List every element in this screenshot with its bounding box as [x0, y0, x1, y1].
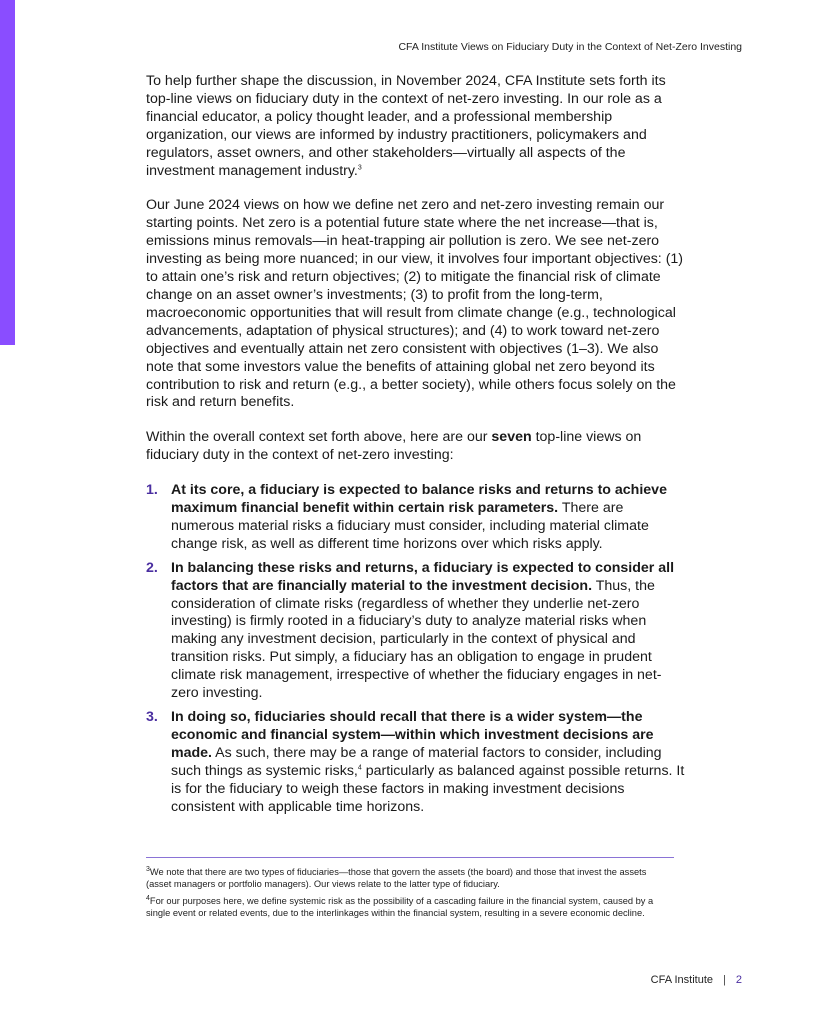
views-intro-paragraph — [146, 429, 686, 465]
view-headline: At its core, a fiduciary is expected to balance risks and returns to achieve maximum financial benefit within certain risk parameters. — [171, 482, 667, 517]
intro-paragraph — [146, 73, 686, 180]
footnote-mark: 3 — [146, 865, 150, 873]
views-count: seven — [491, 429, 532, 446]
footer-separator: | — [723, 974, 726, 986]
accent-bar — [0, 0, 15, 345]
view-headline: In doing so, fiduciaries should recall that there is a wider system—the economic and financial system—within which investment decisions are made. — [171, 709, 654, 761]
footnote-3 — [146, 866, 674, 890]
page-footer — [651, 974, 742, 986]
footer-org: CFA Institute — [650, 974, 714, 986]
views-intro-text-start: Within the overall context set forth above, here are our — [146, 429, 492, 446]
view-number: 3. — [146, 709, 158, 725]
footnote-ref-3[interactable]: 3 — [357, 163, 362, 171]
footnote-ref-4[interactable]: 4 — [357, 763, 362, 771]
view-number: 1. — [146, 482, 158, 499]
view-text: Thus, the consideration of climate risks (regardless of whether they underlie net-zero investing) is firmly rooted in a fiduciary’s duty to analyze material risks when making any investment decision, particularly in the context of physical and transition risks. Put simply, a fiduciary has an obligation to engage in prudent climate risk management, irrespective of whether the fiduciary engages in net-zero investing. — [171, 577, 662, 702]
running-header: CFA Institute Views on Fiduciary Duty in the Context of Net-Zero Investing — [398, 41, 742, 53]
view-item — [146, 560, 686, 703]
definition-paragraph: Our June 2024 views on how we define net zero and net-zero investing remain our starting points. Net zero is a potential future state where the net increase—that is, emissions minus removals—in heat-trapping air pollution is zero. We see net-zero investing as being more nuanced; in our view, it involves four important objectives: (1) to attain one’s risk and return objectives; (2) to mitigate the financial risk of climate change on an asset owner’s investments; (3) to profit from the long-term, macroeconomic opportunities that will result from climate change (e.g., technological advancements, adaptation of physical structures); and (4) to work toward net-zero objectives and eventually attain net zero consistent with objectives (1–3). We also note that some investors value the benefits of attaining global net zero beyond its contribution to risk and return (e.g., a better society), while others focus solely on the risk and return benefits. — [146, 197, 684, 411]
view-number: 2. — [146, 559, 158, 576]
view-text-end: particularly as balanced against possible returns. It is for the fiduciary to weigh these factors in making investment decisions consistent with applicable time horizons. — [171, 762, 685, 815]
view-text: There are numerous material risks a fiduciary must consider, including material climate change risk, as well as different time horizons over which risks apply. — [171, 500, 649, 552]
views-list — [146, 482, 686, 816]
page-number: 2 — [735, 974, 742, 986]
footnote-mark: 4 — [146, 894, 150, 902]
footnote-divider — [146, 857, 674, 858]
intro-paragraph-text: To help further shape the discussion, in November 2024, CFA Institute sets forth its top-line views on fiduciary duty in the context of net-zero investing. In our role as a financial educator, a policy thought leader, and a professional membership organization, our views are informed by industry practitioners, policymakers and regulators, asset owners, and other stakeholders—virtually all aspects of the investment management industry. — [146, 73, 666, 179]
view-headline: In balancing these risks and returns, a fiduciary is expected to consider all factors that are financially material to the investment decision. — [171, 559, 675, 594]
footnotes — [146, 866, 674, 924]
view-text-start: As such, there may be a range of material factors to consider, including such things as systemic risks, — [171, 744, 662, 779]
view-item — [146, 709, 686, 816]
footnote-4 — [146, 895, 674, 919]
main-content — [146, 73, 686, 822]
views-intro-text-end: top-line views on fiduciary duty in the context of net-zero investing: — [146, 429, 642, 464]
footnote-text: We note that there are two types of fiduciaries—those that govern the assets (the board) and those that invest the assets (asset managers or portfolio managers). Our views relate to the latter type of fiduciary. — [146, 867, 647, 889]
view-item — [146, 482, 686, 554]
footnote-text: For our purposes here, we define systemic risk as the possibility of a cascading failure in the financial system, caused by a single event or related events, due to the interlinkages within the financial system, resulting in a severe economic decline. — [146, 896, 654, 918]
